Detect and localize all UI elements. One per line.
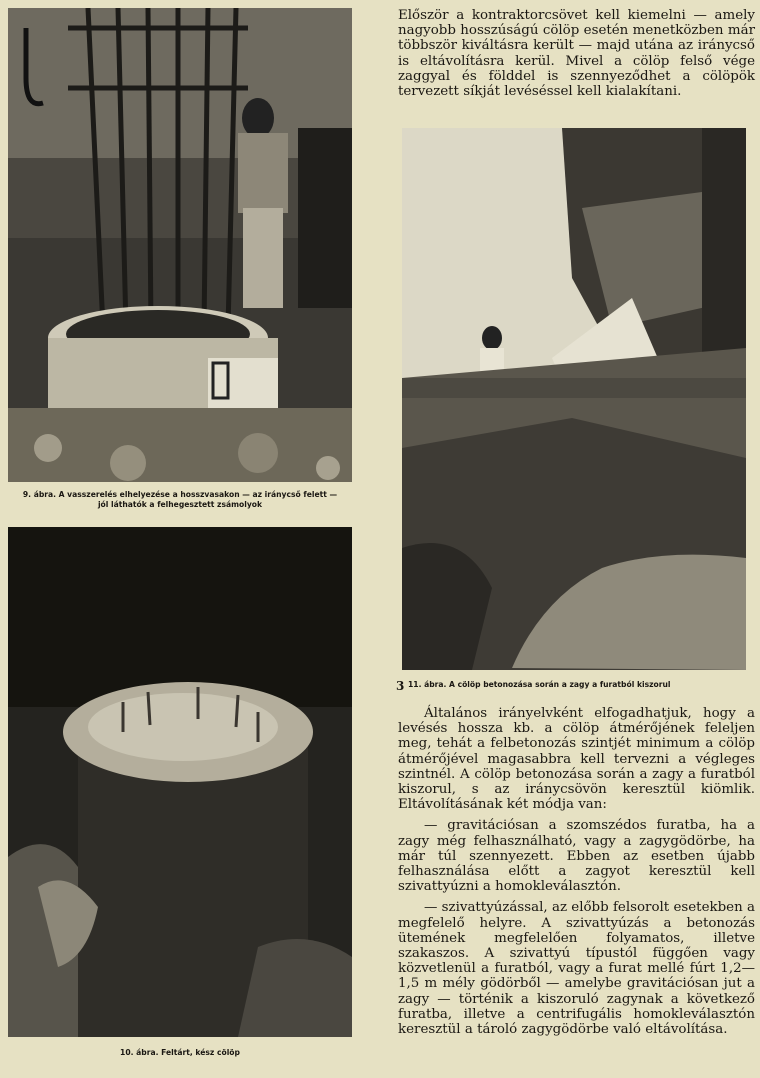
figure-10-caption bbox=[8, 1048, 352, 1058]
figure-11-photo bbox=[402, 128, 746, 670]
figure-9-photo bbox=[8, 8, 352, 482]
body-text bbox=[398, 706, 755, 1037]
figure-9-caption-line1: 9. ábra. A vasszerelés elhelyezése a hosszvasakon — az iránycső felett — bbox=[22, 490, 338, 499]
figure-9-caption bbox=[8, 490, 352, 510]
figure-10-caption-text: 10. ábra. Feltárt, kész cölöp bbox=[120, 1048, 240, 1057]
figure-11-caption-text: 11. ábra. A cölöp betonozása során a zagy a furatból kiszorul bbox=[408, 680, 671, 689]
intro-text bbox=[398, 8, 755, 99]
figure-11-margin-number: 3 bbox=[396, 679, 405, 693]
body-paragraph-2: — gravitációsan a szomszédos furatba, ha a zagy még felhasználható, vagy a zagygödörbe, ha már túl szennyezett. Ebben az esetben újabb felhasználása előtt a zagyot keresztül kell szivattyúzni a homokleválasztón. bbox=[398, 818, 755, 895]
body-paragraph-1: Általános irányelvként elfogadhatjuk, hogy a levésés hossza kb. a cölöp átmérőjének feleljen meg, tehát a felbetonozás szintjét minimum a cölöp átmérőjével magasabbra kell tervezni a végleges szintnél. A cölöp betonozása során a zagy a furatból kiszorul, s az iránycsövön keresztül kiömlik. Eltávolításának két módja van: bbox=[398, 706, 755, 813]
body-paragraph-3: — szivattyúzással, az előbb felsorolt esetekben a megfelelő helyre. A szivattyúzás a betonozás ütemének megfelelően folyamatos, illetve szakaszos. A szivattyú típustól függően vagy közvetlenül a furatból, vagy a furat mellé fúrt 1,2—1,5 m mély gödörből — amelybe gravitációsan jut a zagy — történik a kiszoruló zagynak a következő furatba, illetve a centrifugális homokleválasztón keresztül a tároló zagygödörbe való eltávolítása. bbox=[398, 900, 755, 1038]
figure-10-photo bbox=[8, 527, 352, 1037]
figure-9-caption-line2: jól láthatók a felhegesztett zsámolyok bbox=[97, 500, 263, 509]
figure-11-caption bbox=[408, 680, 752, 690]
intro-paragraph: Először a kontraktorcsövet kell kiemelni — amely nagyobb hosszúságú cölöp esetén menetközben már többször kiváltásra került — majd utána az iránycső is eltávolításra kerül. Mivel a cölöp felső vége zaggyal és földdel is szennyeződhet a cölöpök tervezett síkját levéséssel kell kialakítani. bbox=[398, 8, 755, 100]
